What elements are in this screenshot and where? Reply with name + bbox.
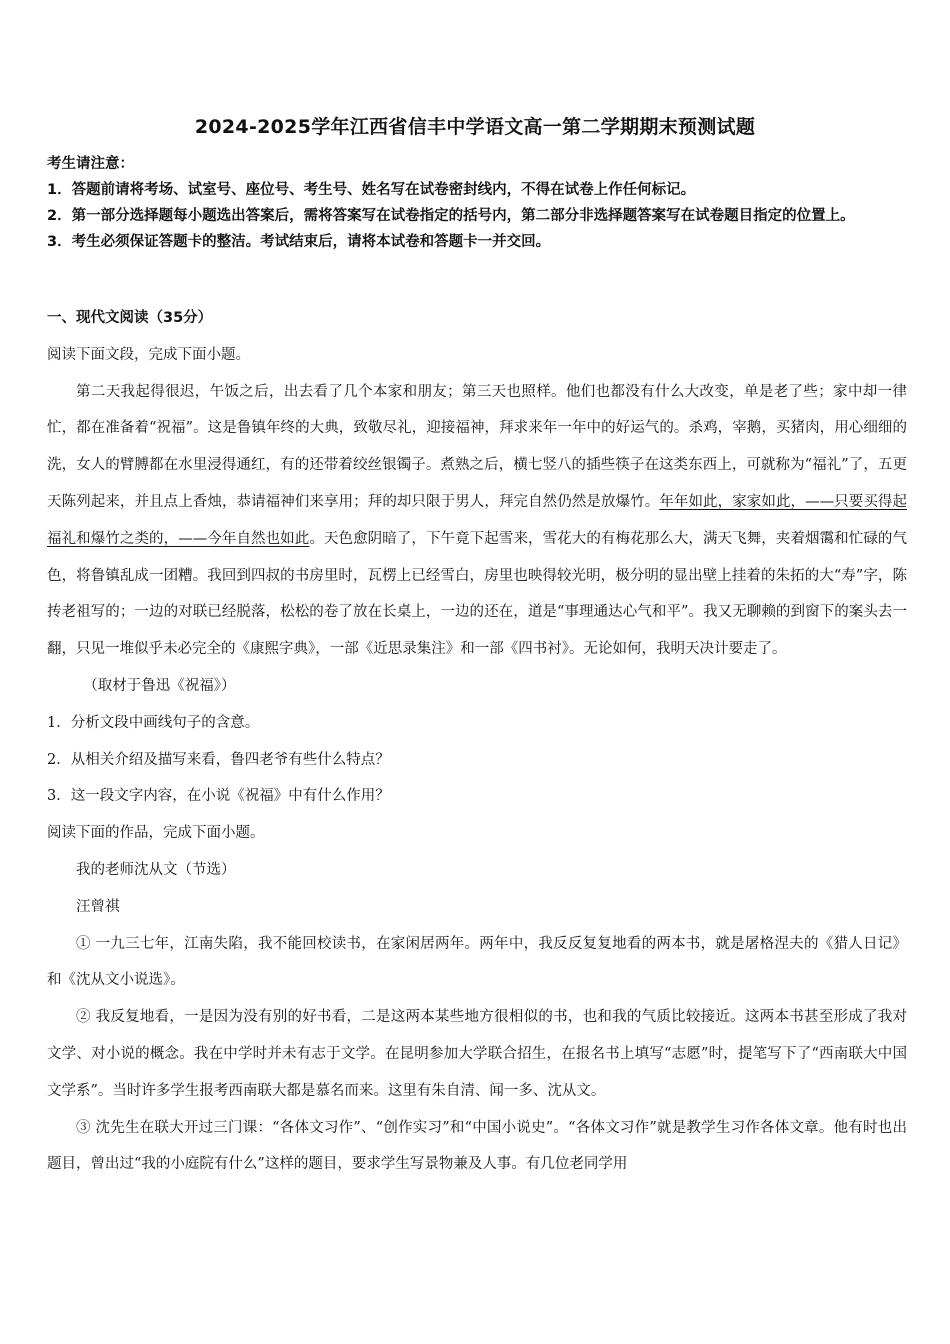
section-reading <box>47 300 907 1183</box>
question: 1．分析文段中画线句子的含意。 <box>47 714 260 731</box>
essay-title: 我的老师沈从文（节选） <box>76 861 236 878</box>
reading-instruction: 阅读下面文段，完成下面小题。 <box>47 346 250 363</box>
section-heading: 一、现代文阅读（35分） <box>47 310 213 326</box>
notice-item: 1．答题前请将考场、试室号、座位号、考生号、姓名写在试卷密封线内，不得在试卷上作任何标记。 <box>47 182 696 198</box>
notice-heading: 考生请注意： <box>47 156 134 172</box>
question: 2．从相关介绍及描写来看，鲁四老爷有些什么特点？ <box>47 751 390 768</box>
notice-item: 2．第一部分选择题每小题选出答案后，需将答案写在试卷指定的括号内，第二部分非选择题答案写在试卷题目指定的位置上。 <box>47 208 855 224</box>
candidate-notice <box>47 151 907 255</box>
reading-instruction: 阅读下面的作品，完成下面小题。 <box>47 825 265 842</box>
essay-paragraph: ③ 沈先生在联大开过三门课：“各体文习作”、“创作实习”和“中国小说史”。“各体文习作”就是教学生习作各体文章。他有时也出题目，曾出过“我的小庭院有什么”这样的题目，要求学生写景物兼及人事。有几位老同学用 <box>47 1119 907 1173</box>
question: 3．这一段文字内容，在小说《祝福》中有什么作用？ <box>47 788 390 805</box>
passage-source: （取材于鲁迅《祝福》） <box>83 677 236 694</box>
essay-author: 汪曾祺 <box>76 898 120 915</box>
underlined-sentence: 年年如此，家家如此，——只要买得起福礼和爆竹之类的，——今年自然也如此 <box>47 493 907 547</box>
essay-paragraph: ① 一九三七年，江南失陷，我不能回校读书，在家闲居两年。两年中，我反反复复地看的两本书，就是屠格涅夫的《猎人日记》和《沈从文小说选》。 <box>47 935 907 989</box>
exam-title: 2024-2025学年江西省信丰中学语文高一第二学期期末预测试题 <box>194 116 756 138</box>
essay-paragraph: ② 我反复地看，一是因为没有别的好书看，二是这两本某些地方很相似的书，也和我的气质比较接近。这两本书甚至形成了我对文学、对小说的概念。我在中学时并未有志于文学。在昆明参加大学联合招生，在报名书上填写“志愿”时，提笔写下了“西南联大中国文学系”。当时许多学生报考西南联大都是慕名而来。这里有朱自清、闻一多、沈从文。 <box>47 1009 907 1099</box>
passage-text: 。天色愈阴暗了，下午竟下起雪来，雪花大的有梅花那么大，满天飞舞，夹着烟霭和忙碌的气色，将鲁镇乱成一团糟。我回到四叔的书房里时，瓦楞上已经雪白，房里也映得较光明，极分明的显出壁上挂着的朱拓的大“寿”字，陈抟老祖写的；一边的对联已经脱落，松松的卷了放在长桌上，一边的还在，道是“事理通达心气和平”。我又无聊赖的到窗下的案头去一翻，只见一堆似乎未必完全的《康熙字典》，一部《近思录集注》和一部《四书衬》。无论如何，我明天决计要走了。 <box>47 530 907 658</box>
notice-item: 3．考生必须保证答题卡的整洁。考试结束后，请将本试卷和答题卡一并交回。 <box>47 234 551 250</box>
passage-text: 第二天我起得很迟，午饭之后，出去看了几个本家和朋友；第三天也照样。他们也都没有什么大改变，单是老了些；家中却一律忙，都在准备着“祝福”。这是鲁镇年终的大典，致敬尽礼，迎接福神，拜求来年一年中的好运气的。杀鸡，宰鹅，买猪肉，用心细细的洗，女人的臂膊都在水里浸得通红，有的还带着绞丝银镯子。煮熟之后，横七竖八的插些筷子在这类东西上，可就称为“福礼”了，五更天陈列起来，并且点上香烛，恭请福神们来享用；拜的却只限于男人，拜完自然仍然是放爆竹。 <box>47 383 907 510</box>
passage-zhufu <box>47 374 907 668</box>
